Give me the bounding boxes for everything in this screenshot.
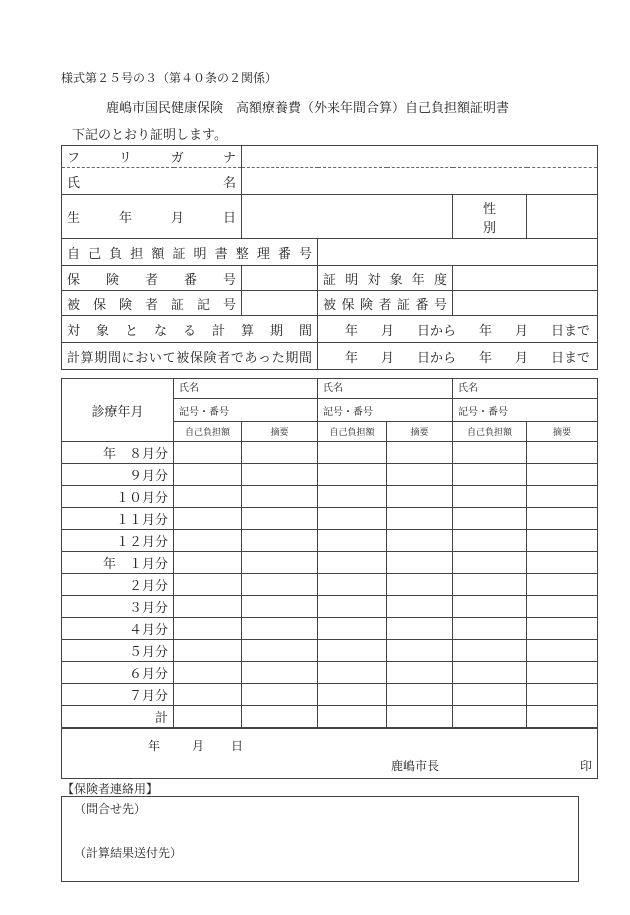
summary-cell[interactable] xyxy=(387,574,453,596)
name-field[interactable] xyxy=(242,168,598,195)
copay-cell[interactable] xyxy=(174,508,242,530)
copay-cell[interactable] xyxy=(318,640,387,662)
summary-cell[interactable] xyxy=(242,684,318,706)
monthly-detail-table xyxy=(61,378,598,728)
month-label: ７月分 xyxy=(62,684,174,706)
summary-cell[interactable] xyxy=(387,662,453,684)
copay-cell[interactable] xyxy=(318,596,387,618)
summary-cell[interactable] xyxy=(527,684,598,706)
summary-cell[interactable] xyxy=(242,618,318,640)
summary-cell[interactable] xyxy=(242,706,318,728)
copay-cell[interactable] xyxy=(318,442,387,464)
summary-cell[interactable] xyxy=(242,640,318,662)
insurer-number-field[interactable] xyxy=(242,266,318,291)
issue-date-signature: 年 月 日 鹿嶋市長 印 xyxy=(62,729,598,779)
month-label: ９月分 xyxy=(62,464,174,486)
month-row xyxy=(62,508,598,530)
liaison-label: 【保険者連絡用】 xyxy=(62,782,159,796)
summary-cell[interactable] xyxy=(387,706,453,728)
summary-cell[interactable] xyxy=(387,552,453,574)
summary-cell[interactable] xyxy=(527,706,598,728)
copay-cell[interactable] xyxy=(174,684,242,706)
summary-cell[interactable] xyxy=(387,596,453,618)
person-3-name-header: 氏名 xyxy=(453,379,598,399)
month-label: １１月分 xyxy=(62,508,174,530)
copay-cell[interactable] xyxy=(318,552,387,574)
liaison-box xyxy=(61,796,579,882)
summary-cell[interactable] xyxy=(242,552,318,574)
birthdate-field[interactable] xyxy=(242,195,453,239)
copay-cell[interactable] xyxy=(174,574,242,596)
summary-cell[interactable] xyxy=(527,552,598,574)
summary-cell[interactable] xyxy=(242,464,318,486)
copay-cell[interactable] xyxy=(174,640,242,662)
copay-cell[interactable] xyxy=(453,640,527,662)
copay-cell[interactable] xyxy=(318,464,387,486)
card-symbol-field[interactable] xyxy=(242,291,318,316)
summary-cell[interactable] xyxy=(242,508,318,530)
person-1-symbol-header: 記号・番号 xyxy=(174,399,318,422)
summary-cell[interactable] xyxy=(527,618,598,640)
send-to-label: （計算結果送付先） xyxy=(74,846,183,860)
month-row xyxy=(62,684,598,706)
summary-cell[interactable] xyxy=(242,662,318,684)
form-number: 様式第２５号の３（第４０条の２関係） xyxy=(61,71,278,85)
certificate-number-label: 自己負担額証明書整理番号 xyxy=(62,239,318,266)
birthdate-label: 生年月日 xyxy=(62,195,242,239)
copay-cell[interactable] xyxy=(174,486,242,508)
sex-field[interactable] xyxy=(527,195,598,239)
summary-cell[interactable] xyxy=(527,640,598,662)
summary-cell[interactable] xyxy=(387,464,453,486)
month-row xyxy=(62,552,598,574)
month-row xyxy=(62,530,598,552)
copay-header: 自己負担額 xyxy=(453,422,527,442)
insured-number-field[interactable] xyxy=(453,291,598,316)
month-row xyxy=(62,662,598,684)
copay-cell[interactable] xyxy=(453,442,527,464)
month-label: 計 xyxy=(62,706,174,728)
copay-cell[interactable] xyxy=(453,530,527,552)
summary-header: 摘要 xyxy=(242,422,318,442)
copay-cell[interactable] xyxy=(453,574,527,596)
copay-header: 自己負担額 xyxy=(318,422,387,442)
month-row xyxy=(62,596,598,618)
summary-cell[interactable] xyxy=(387,442,453,464)
summary-header: 摘要 xyxy=(527,422,598,442)
copay-cell[interactable] xyxy=(318,574,387,596)
copay-cell[interactable] xyxy=(318,618,387,640)
summary-header: 摘要 xyxy=(387,422,453,442)
month-label: 年 ８月分 xyxy=(62,442,174,464)
name-label: 氏名 xyxy=(62,168,242,195)
target-year-field[interactable] xyxy=(453,266,598,291)
summary-cell[interactable] xyxy=(242,574,318,596)
copay-cell[interactable] xyxy=(453,618,527,640)
certificate-table xyxy=(61,145,598,370)
copay-cell[interactable] xyxy=(453,486,527,508)
summary-cell[interactable] xyxy=(387,640,453,662)
certificate-number-field[interactable] xyxy=(318,239,598,266)
copay-cell[interactable] xyxy=(318,530,387,552)
copay-cell[interactable] xyxy=(174,442,242,464)
target-period-label: 対象となる計算期間 xyxy=(62,316,318,343)
month-row xyxy=(62,618,598,640)
copay-cell[interactable] xyxy=(453,552,527,574)
copay-cell[interactable] xyxy=(453,596,527,618)
summary-cell[interactable] xyxy=(387,508,453,530)
month-label: ６月分 xyxy=(62,662,174,684)
furigana-label: フリガナ xyxy=(62,146,242,168)
insurer-number-label: 保険者番号 xyxy=(62,266,242,291)
summary-cell[interactable] xyxy=(387,530,453,552)
summary-cell[interactable] xyxy=(527,442,598,464)
insured-period-label: 計算期間において被保険者であった期間 xyxy=(62,343,318,370)
summary-cell[interactable] xyxy=(387,684,453,706)
summary-cell[interactable] xyxy=(527,574,598,596)
copay-cell[interactable] xyxy=(318,706,387,728)
copay-cell[interactable] xyxy=(174,530,242,552)
insured-number-label: 被保険者証番号 xyxy=(318,291,453,316)
month-label: ４月分 xyxy=(62,618,174,640)
copay-cell[interactable] xyxy=(318,508,387,530)
copay-cell[interactable] xyxy=(174,464,242,486)
person-2-name-header: 氏名 xyxy=(318,379,453,399)
person-2-symbol-header: 記号・番号 xyxy=(318,399,453,422)
intro-text: 下記のとおり証明します。 xyxy=(72,128,227,143)
issue-block xyxy=(61,728,598,779)
summary-cell[interactable] xyxy=(527,662,598,684)
copay-cell[interactable] xyxy=(453,508,527,530)
month-row xyxy=(62,442,598,464)
copay-cell[interactable] xyxy=(453,464,527,486)
total-row xyxy=(62,706,598,728)
copay-cell[interactable] xyxy=(453,684,527,706)
copay-cell[interactable] xyxy=(174,618,242,640)
month-label: ３月分 xyxy=(62,596,174,618)
copay-cell[interactable] xyxy=(318,662,387,684)
person-1-name-header: 氏名 xyxy=(174,379,318,399)
month-row xyxy=(62,486,598,508)
summary-cell[interactable] xyxy=(527,464,598,486)
summary-cell[interactable] xyxy=(387,618,453,640)
summary-cell[interactable] xyxy=(242,530,318,552)
month-label: ５月分 xyxy=(62,640,174,662)
summary-cell[interactable] xyxy=(242,486,318,508)
treatment-month-label: 診療年月 xyxy=(62,379,174,442)
month-row xyxy=(62,464,598,486)
sex-label: 性 別 xyxy=(453,195,527,239)
summary-cell[interactable] xyxy=(527,508,598,530)
copay-cell[interactable] xyxy=(174,596,242,618)
person-3-symbol-header: 記号・番号 xyxy=(453,399,598,422)
summary-cell[interactable] xyxy=(527,530,598,552)
copay-cell[interactable] xyxy=(453,706,527,728)
card-symbol-label: 被保険者証記号 xyxy=(62,291,242,316)
month-label: １０月分 xyxy=(62,486,174,508)
summary-cell[interactable] xyxy=(242,442,318,464)
target-period-field[interactable]: 年 月 日から 年 月 日まで xyxy=(318,316,598,343)
copay-cell[interactable] xyxy=(174,706,242,728)
copay-cell[interactable] xyxy=(318,684,387,706)
copay-cell[interactable] xyxy=(174,662,242,684)
copay-header: 自己負担額 xyxy=(174,422,242,442)
seal-mark: 印 xyxy=(580,759,593,773)
summary-cell[interactable] xyxy=(242,596,318,618)
document-title: 鹿嶋市国民健康保険 高額療養費（外来年間合算）自己負担額証明書 xyxy=(106,101,510,116)
contact-label: （問合せ先） xyxy=(74,802,147,816)
target-year-label: 証明対象年度 xyxy=(318,266,453,291)
insured-period-field[interactable]: 年 月 日から 年 月 日まで xyxy=(318,343,598,370)
furigana-field[interactable] xyxy=(242,146,598,168)
month-row xyxy=(62,574,598,596)
summary-cell[interactable] xyxy=(527,486,598,508)
copay-cell[interactable] xyxy=(174,552,242,574)
month-label: 年 １月分 xyxy=(62,552,174,574)
month-row xyxy=(62,640,598,662)
copay-cell[interactable] xyxy=(318,486,387,508)
summary-cell[interactable] xyxy=(387,486,453,508)
month-label: ２月分 xyxy=(62,574,174,596)
month-label: １２月分 xyxy=(62,530,174,552)
mayor-label: 鹿嶋市長 xyxy=(391,759,440,773)
summary-cell[interactable] xyxy=(527,596,598,618)
copay-cell[interactable] xyxy=(453,662,527,684)
